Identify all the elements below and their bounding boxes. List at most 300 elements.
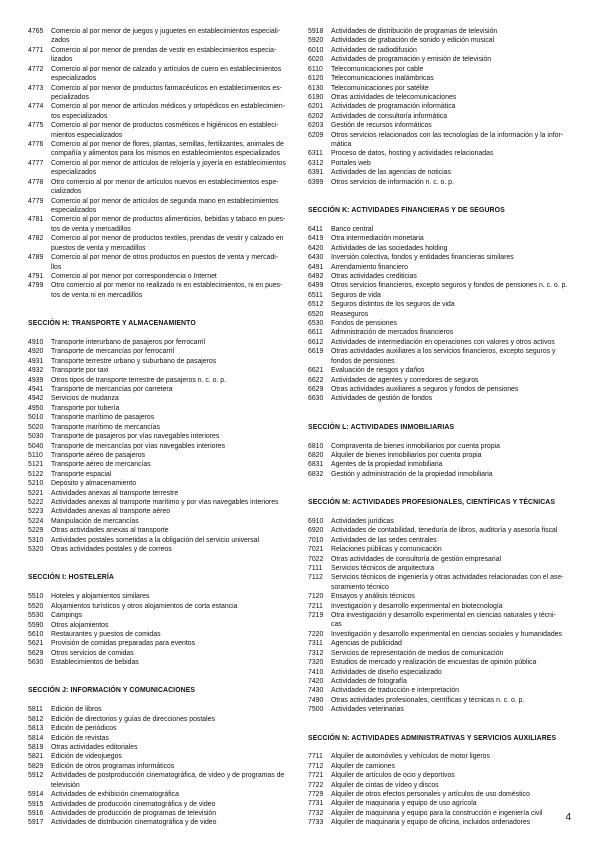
activity-code: 6820 (308, 451, 324, 459)
activity-code: 6622 (308, 376, 324, 384)
activity-entry-4777 (28, 159, 290, 178)
activity-description: Fondos de pensiones (331, 320, 397, 328)
activity-description: Transporte interurbano de pasajeros por ferrocarril (51, 338, 206, 346)
activity-code: 5224 (28, 517, 44, 525)
activity-description: Actividades anexas al transporte terrestre (51, 489, 179, 497)
activity-code: 5811 (28, 706, 43, 714)
activity-entry-5229 (28, 526, 290, 535)
activity-entry-5821 (28, 752, 290, 761)
activity-description: Otras actividades editoriales (51, 743, 138, 751)
activity-entry-5590 (28, 621, 290, 630)
activity-description: Telecomunicaciones inalámbricas (331, 75, 434, 83)
activity-code: 7500 (308, 706, 324, 714)
activity-code: 4777 (28, 159, 44, 167)
activity-description: Actividades de diseño especializado (331, 668, 442, 676)
activity-code: 6010 (308, 46, 324, 54)
activity-code: 7112 (308, 574, 323, 582)
activity-description: Agentes de la propiedad inmobiliaria (331, 461, 443, 469)
activity-code: 5221 (28, 489, 44, 497)
activity-entry-7022 (308, 555, 570, 564)
page-number: 4 (565, 812, 571, 823)
activity-description: Servicios técnicos de arquitectura (331, 564, 435, 572)
activity-description: Seguros de vida (331, 291, 381, 299)
activity-code: 6810 (308, 442, 324, 450)
activity-code: 7420 (308, 678, 324, 686)
activity-code: 5310 (28, 536, 44, 544)
activity-description: Banco central (331, 225, 374, 233)
activity-entry-7410 (308, 668, 570, 677)
activity-description: Otros servicios de información n. c. o. p. (331, 178, 454, 186)
activity-entry-6621 (308, 366, 570, 375)
activity-entry-4774 (28, 102, 290, 121)
activity-description: Investigación y desarrollo experimental en ciencias sociales y humanidades (331, 630, 562, 638)
activity-code: 6520 (308, 310, 324, 318)
activity-description: Actividades de producción de programas de televisión (51, 809, 217, 817)
activity-code: 7731 (308, 800, 324, 808)
activity-entry-4910 (28, 338, 290, 347)
activity-description: Transporte por tubería (51, 404, 120, 412)
activity-code: 4773 (28, 84, 44, 92)
activity-description: Provisión de comidas preparadas para eventos (51, 640, 196, 648)
activity-entry-6820 (308, 451, 570, 460)
activity-code: 5110 (28, 451, 43, 459)
activity-entry-7021 (308, 545, 570, 554)
activity-code: 7721 (308, 772, 324, 780)
activity-code: 6202 (308, 112, 324, 120)
activity-code: 6512 (308, 301, 324, 309)
activity-description: Transporte de pasajeros por vías navegables interiores (51, 433, 220, 441)
activity-description: Investigación y desarrollo experimental en biotecnología (331, 602, 503, 610)
activity-description: Transporte aéreo de mercancías (51, 461, 151, 469)
activity-entry-7312 (308, 649, 570, 658)
activity-code: 5040 (28, 442, 44, 450)
activity-code: 4774 (28, 103, 44, 111)
activity-entry-6831 (308, 460, 570, 469)
activity-entry-4778 (28, 178, 290, 197)
activity-entry-6312 (308, 159, 570, 168)
activity-description: Servicios de mudanza (51, 395, 119, 403)
activity-code: 4765 (28, 28, 44, 35)
activity-entry-5020 (28, 423, 290, 432)
activity-entry-4791 (28, 272, 290, 281)
activity-code: 7711 (308, 753, 323, 761)
activity-code: 7219 (308, 612, 324, 620)
activity-entry-6611 (308, 328, 570, 337)
spacer (28, 668, 290, 687)
activity-code: 6831 (308, 461, 324, 469)
activity-code: 5222 (28, 499, 44, 507)
activity-description: Actividades de agentes y corredores de seguros (331, 376, 479, 384)
activity-entry-4772 (28, 65, 290, 84)
activity-code: 4931 (28, 357, 44, 365)
activity-code: 6920 (308, 527, 324, 535)
activity-entry-6420 (308, 244, 570, 253)
activity-code: 7311 (308, 640, 323, 648)
activity-description: Arrendamiento financiero (331, 263, 408, 271)
activity-description: Otra investigación y desarrollo experimental en ciencias naturales y técni- cas (331, 612, 556, 629)
activity-description: Transporte de mercancías por ferrocarril (51, 348, 175, 356)
activity-entry-4799 (28, 281, 290, 300)
activity-entry-6419 (308, 234, 570, 243)
activity-code: 6492 (308, 272, 324, 280)
section-heading-seccion-h-transporte-y-almacenamiento: SECCIÓN H: TRANSPORTE Y ALMACENAMIENTO (28, 320, 196, 328)
activity-description: Otras actividades auxiliares a los servicios financieros, excepto seguros y fondos de pensiones (331, 348, 556, 365)
activity-description: Transporte aéreo de pasajeros (51, 451, 145, 459)
activity-code: 5621 (28, 640, 44, 648)
activity-entry-6020 (308, 55, 570, 64)
activity-code: 5590 (28, 621, 44, 629)
activity-entry-4931 (28, 357, 290, 366)
activity-code: 5520 (28, 602, 44, 610)
activity-code: 6630 (308, 395, 324, 403)
activity-description: Actividades de radiodifusión (331, 46, 417, 54)
activity-code: 7732 (308, 809, 324, 817)
activity-entry-5110 (28, 451, 290, 460)
activity-description: Transporte de mercancías por carretera (51, 386, 173, 393)
activity-code: 7010 (308, 536, 324, 544)
activity-code: 6910 (308, 517, 324, 525)
activity-code: 4950 (28, 404, 44, 412)
activity-description: Gestión y administración de la propiedad inmobiliaria (331, 470, 493, 478)
activity-code: 4779 (28, 197, 44, 205)
activity-code: 5530 (28, 612, 44, 620)
activity-code: 7120 (308, 593, 324, 601)
activity-code: 4771 (28, 46, 44, 54)
activity-entry-6010 (308, 46, 570, 55)
spacer (28, 583, 290, 592)
activity-code: 7111 (308, 564, 323, 572)
activity-entry-7311 (308, 639, 570, 648)
activity-entry-5320 (28, 545, 290, 554)
activity-description: Proceso de datos, hosting y actividades relacionadas (331, 150, 494, 158)
activity-code: 5223 (28, 508, 44, 516)
activity-entry-6511 (308, 291, 570, 300)
activity-description: Alojamientos turísticos y otros alojamientos de corta estancia (51, 602, 238, 610)
activity-entry-5310 (28, 536, 290, 545)
activity-entry-5918 (308, 27, 570, 36)
activity-code: 5821 (28, 753, 44, 761)
activity-code: 5510 (28, 593, 44, 601)
activity-description: Actividades jurídicas (331, 517, 394, 525)
activity-entry-7120 (308, 592, 570, 601)
spacer (308, 479, 570, 498)
activity-code: 5918 (308, 28, 324, 35)
activity-code: 7220 (308, 630, 324, 638)
activity-code: 5010 (28, 414, 44, 422)
activity-entry-5621 (28, 639, 290, 648)
activity-description: Otras actividades auxiliares a seguros y fondos de pensiones (331, 386, 519, 393)
activity-description: Actividades de intermediación en operaciones con valores y otros activos (331, 338, 555, 346)
activity-description: Actividades de consultoría informática (331, 112, 448, 120)
activity-code: 4781 (28, 216, 44, 224)
activity-description: Alquiler de camiones (331, 762, 395, 770)
activity-entry-4775 (28, 121, 290, 140)
activity-description: Transporte marítimo de pasajeros (51, 414, 155, 422)
activity-entry-4776 (28, 140, 290, 159)
activity-code: 4789 (28, 254, 44, 262)
activity-entry-6391 (308, 168, 570, 177)
activity-entry-5630 (28, 658, 290, 667)
activity-code: 6120 (308, 75, 324, 83)
activity-description: Actividades de grabación de sonido y edición musical (331, 37, 495, 45)
activity-code: 6130 (308, 84, 324, 92)
activity-entry-5121 (28, 460, 290, 469)
spacer (308, 743, 570, 752)
activity-entry-5010 (28, 413, 290, 422)
activity-code: 6430 (308, 254, 324, 262)
activity-description: Alquiler de maquinaria y equipo de oficina, incluidos ordenadores (331, 819, 531, 827)
activity-code: 7021 (308, 546, 324, 554)
spacer (308, 215, 570, 224)
activity-code: 4778 (28, 178, 44, 186)
spacer (28, 300, 290, 319)
section-heading-seccion-n-actividades-administrativas-y-: SECCIÓN N: ACTIVIDADES ADMINISTRATIVAS Y SERVICIOS AUXILIARES (308, 734, 557, 742)
activity-code: 7722 (308, 781, 324, 789)
activity-entry-5829 (28, 762, 290, 771)
activity-entry-6612 (308, 338, 570, 347)
activity-entry-6311 (308, 149, 570, 158)
activity-description: Administración de mercados financieros (331, 329, 454, 337)
activity-entry-4789 (28, 253, 290, 272)
activity-code: 7312 (308, 649, 324, 657)
spacer (308, 187, 570, 206)
activity-entry-6512 (308, 300, 570, 309)
activity-entry-7010 (308, 536, 570, 545)
activity-entry-6520 (308, 310, 570, 319)
activity-description: Otras actividades de consultoría de gestión empresarial (331, 555, 502, 563)
activity-description: Compraventa de bienes inmobiliarios por cuenta propia (331, 442, 500, 450)
activity-description: Campings (51, 612, 83, 620)
activity-code: 6110 (308, 65, 323, 73)
activity-entry-7420 (308, 677, 570, 686)
activity-description: Establecimientos de bebidas (51, 659, 139, 667)
activity-entry-5813 (28, 724, 290, 733)
activity-code: 5819 (28, 743, 44, 751)
activity-description: Otras actividades profesionales, científicas y técnicas n. c. o. p. (331, 696, 525, 704)
activity-entry-5914 (28, 790, 290, 799)
activity-entry-4779 (28, 197, 290, 216)
activity-entry-4932 (28, 366, 290, 375)
activity-description: Alquiler de maquinaria y equipo de uso agrícola (331, 800, 477, 808)
activity-entry-6491 (308, 263, 570, 272)
activity-description: Hoteles y alojamientos similares (51, 593, 150, 601)
activity-entry-5819 (28, 743, 290, 752)
activity-code: 5916 (28, 809, 44, 817)
activity-code: 5030 (28, 433, 44, 441)
activity-code: 6619 (308, 348, 324, 356)
activity-entry-5920 (308, 36, 570, 45)
spacer (308, 432, 570, 441)
activity-entry-7733 (308, 818, 570, 827)
activity-code: 5920 (308, 37, 324, 45)
activity-entry-5917 (28, 818, 290, 827)
activity-description: Actividades de las sociedades holding (331, 244, 448, 252)
activity-code: 5320 (28, 546, 44, 554)
activity-entry-4942 (28, 394, 290, 403)
activity-description: Actividades de programación y emisión de televisión (331, 56, 492, 64)
activity-description: Edición de revistas (51, 734, 109, 742)
activity-description: Edición de periódicos (51, 725, 117, 733)
activity-entry-6910 (308, 517, 570, 526)
activity-code: 7320 (308, 659, 324, 667)
activity-entry-6499 (308, 281, 570, 290)
activity-entry-5122 (28, 470, 290, 479)
activity-entry-6201 (308, 102, 570, 111)
activity-entry-7320 (308, 658, 570, 667)
activity-description: Otras actividades de telecomunicaciones (331, 93, 457, 101)
activity-code: 4782 (28, 235, 44, 243)
activity-code: 5630 (28, 659, 44, 667)
activity-code: 6832 (308, 470, 324, 478)
activity-code: 7211 (308, 602, 323, 610)
activity-description: Edición de libros (51, 706, 102, 714)
activity-entry-7490 (308, 696, 570, 705)
activity-description: Alquiler de maquinaria y equipo para la construcción e ingeniería civil (331, 809, 543, 817)
activity-code: 7410 (308, 668, 324, 676)
activity-description: Actividades veterinarias (331, 706, 404, 714)
activity-code: 5229 (28, 527, 44, 535)
activity-entry-7430 (308, 686, 570, 695)
activity-code: 5912 (28, 772, 44, 780)
left-column (28, 27, 290, 828)
activity-description: Comercio al por menor de artículos de segunda mano en establecimientos especializados (51, 197, 279, 215)
activity-code: 7490 (308, 696, 324, 704)
activity-entry-6411 (308, 225, 570, 234)
activity-entry-5030 (28, 432, 290, 441)
activity-description: Relaciones públicas y comunicación (331, 546, 442, 554)
activity-entry-4773 (28, 84, 290, 103)
activity-description: Actividades de exhibición cinematográfica (51, 791, 179, 799)
activity-entry-5222 (28, 498, 290, 507)
activity-code: 6612 (308, 338, 324, 346)
activity-entry-5811 (28, 705, 290, 714)
activity-description: Comercio al por menor por correspondencia o Internet (51, 272, 217, 280)
activity-description: Actividades anexas al transporte marítimo y por vías navegables interiores (51, 499, 279, 507)
activity-description: Comercio al por menor de productos textiles, prendas de vestir y calzado en puestos de venta y mercadillos (51, 235, 284, 252)
activity-code: 5610 (28, 630, 44, 638)
activity-entry-7219 (308, 611, 570, 630)
activity-description: Otros alojamientos (51, 621, 109, 629)
activity-description: Ensayos y análisis técnicos (331, 593, 415, 601)
activity-code: 5814 (28, 734, 44, 742)
activity-description: Comercio al por menor de juegos y juguetes en establecimientos especiali- zados (51, 28, 281, 45)
activity-code: 5813 (28, 725, 44, 733)
activity-description: Comercio al por menor de productos farmacéuticos en establecimientos es- pecializados (51, 84, 282, 101)
activity-description: Transporte espacial (51, 470, 112, 478)
activity-entry-5221 (28, 489, 290, 498)
activity-entry-7220 (308, 630, 570, 639)
activity-description: Actividades de contabilidad, teneduría de libros, auditoría y asesoría fiscal (331, 527, 558, 535)
activity-entry-5520 (28, 602, 290, 611)
activity-description: Servicios de representación de medios de comunicación (331, 649, 504, 657)
activity-entry-4771 (28, 46, 290, 65)
activity-entry-4920 (28, 347, 290, 356)
activity-entry-6622 (308, 376, 570, 385)
activity-code: 7712 (308, 762, 324, 770)
activity-entry-6492 (308, 272, 570, 281)
activity-code: 5812 (28, 715, 44, 723)
activity-description: Reaseguros (331, 310, 369, 318)
activity-description: Comercio al por menor de productos cosméticos e higiénicos en estableci- mientos especializados (51, 122, 279, 139)
activity-code: 4799 (28, 282, 44, 290)
activity-description: Actividades de programación informática (331, 103, 456, 111)
activity-code: 4942 (28, 395, 44, 403)
activity-code: 5914 (28, 791, 44, 799)
activity-entry-5912 (28, 771, 290, 790)
activity-entry-6120 (308, 74, 570, 83)
activity-code: 4932 (28, 367, 44, 375)
activity-entry-4941 (28, 385, 290, 394)
activity-description: Edición de directorios y guías de direcciones postales (51, 715, 215, 723)
activity-code: 6419 (308, 235, 324, 243)
activity-description: Telecomunicaciones por cable (331, 65, 424, 73)
activity-entry-5224 (28, 517, 290, 526)
activity-code: 5829 (28, 762, 44, 770)
activity-code: 7022 (308, 555, 324, 563)
section-heading-seccion-k-actividades-financieras-y-de-s: SECCIÓN K: ACTIVIDADES FINANCIERAS Y DE SEGUROS (308, 207, 505, 214)
activity-description: Manipulación de mercancías (51, 517, 139, 525)
activity-entry-7731 (308, 799, 570, 808)
activity-description: Evaluación de riesgos y daños (331, 367, 425, 375)
section-heading-seccion-m-actividades-profesionales-cien: SECCIÓN M: ACTIVIDADES PROFESIONALES, CIENTÍFICAS Y TÉCNICAS (308, 499, 556, 507)
activity-entry-7112 (308, 573, 570, 592)
activity-entry-5210 (28, 479, 290, 488)
activity-code: 6621 (308, 367, 324, 375)
activity-entry-7500 (308, 705, 570, 714)
spacer (308, 507, 570, 516)
activity-code: 6411 (308, 225, 323, 233)
activity-code: 4920 (28, 348, 44, 356)
activity-entry-6203 (308, 121, 570, 130)
activity-entry-7712 (308, 762, 570, 771)
activity-entry-6629 (308, 385, 570, 394)
activity-code: 4910 (28, 338, 44, 346)
activity-entry-5629 (28, 649, 290, 658)
activity-code: 4939 (28, 376, 44, 384)
activity-description: Actividades de las sedes centrales (331, 536, 437, 544)
activity-entry-5916 (28, 809, 290, 818)
activity-code: 6420 (308, 244, 324, 252)
activity-description: Otros servicios de comidas (51, 649, 134, 657)
activity-entry-7711 (308, 752, 570, 761)
activity-code: 6511 (308, 291, 323, 299)
spacer (28, 696, 290, 705)
activity-entry-6920 (308, 526, 570, 535)
activity-description: Inversión colectiva, fondos y entidades financieras similares (331, 254, 514, 262)
spacer (28, 328, 290, 337)
activity-code: 7430 (308, 687, 324, 695)
activity-description: Restaurantes y puestos de comidas (51, 630, 161, 638)
activity-description: Otros servicios relacionados con las tecnologías de la información y la infor- mática (331, 131, 564, 149)
activity-description: Comercio al por menor de prendas de vestir en establecimientos especia- lizados (51, 46, 277, 64)
activity-description: Actividades postales sometidas a la obligación del servicio universal (51, 536, 259, 544)
activity-description: Telecomunicaciones por satélite (331, 84, 429, 92)
activity-description: Seguros distintos de los seguros de vida (331, 301, 455, 309)
activity-description: Otras actividades postales y de correos (51, 546, 172, 554)
activity-entry-6530 (308, 319, 570, 328)
spacer (308, 715, 570, 734)
activity-description: Actividades de distribución cinematográfica y de video (51, 819, 217, 827)
section-heading-seccion-l-actividades-inmobiliarias: SECCIÓN L: ACTIVIDADES INMOBILIARIAS (308, 423, 455, 431)
activity-description: Comercio al por menor de calzado y artículos de cuero en establecimientos especializados (51, 65, 282, 83)
activity-description: Alquiler de automóviles y vehículos de motor ligeros (331, 753, 490, 761)
activity-code: 6399 (308, 178, 324, 186)
activity-code: 6209 (308, 131, 324, 139)
activity-description: Comercio al por menor de otros productos en puestos de venta y mercadi- llos (51, 254, 279, 271)
activity-entry-6399 (308, 178, 570, 187)
activity-code: 6201 (308, 103, 324, 111)
activity-description: Transporte de mercancías por vías navegables interiores (51, 442, 226, 450)
